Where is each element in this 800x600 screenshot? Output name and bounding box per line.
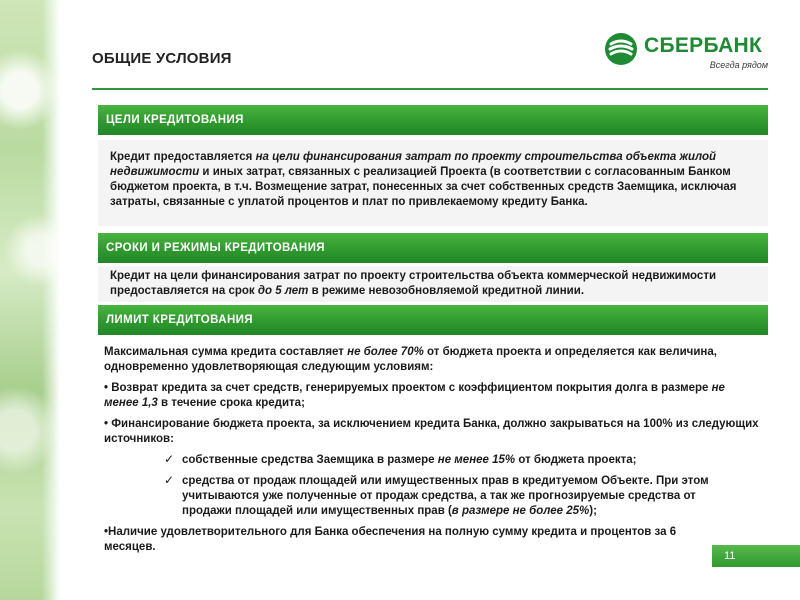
page-number: 11 xyxy=(724,550,736,562)
section-header-terms: СРОКИ И РЕЖИМЫ КРЕДИТОВАНИЯ xyxy=(98,233,768,263)
logo-slogan: Всегда рядом xyxy=(709,60,768,70)
terms-text xyxy=(110,269,756,299)
goals-text-emphasis: на цели финансирования затрат по проекту строительства объекта жилой недвижимости xyxy=(110,151,717,178)
goals-text-part: и иных затрат, связанных с реализацией Проекта (в соответствии с согласованным Банком бюджетом проекта, в т.ч. Возмещение затрат, понесенных за счет собственных средств Заемщика, исключая затраты, связанные с уплатой процентов и плат по привлекаемому кредиту Банка. xyxy=(110,166,737,208)
limit-intro-emphasis: не более 70% xyxy=(347,346,424,358)
section-body-goals xyxy=(98,140,768,226)
sberbank-logo xyxy=(604,30,774,74)
sberbank-logo-icon xyxy=(604,32,638,66)
limit-bullet-1: • Возврат кредита за счет средств, генерируемых проектом с коэффициентом покрытия долга в размере не менее 1,3 в течение срока кредита; xyxy=(104,382,725,409)
limit-bullet-1-part: Возврат кредита за счет средств, генерируемых проектом с коэффициентом покрытия долга в размере xyxy=(111,382,712,394)
title-divider xyxy=(92,88,768,90)
checkmark-icon: ✓ xyxy=(164,452,175,466)
terms-text-emphasis: до 5 лет xyxy=(257,285,309,297)
limit-subitem-1 xyxy=(166,453,760,468)
limit-subitem-1-emphasis: не менее 15% xyxy=(437,454,516,466)
limit-bullet-1-part: в течение срока кредита; xyxy=(157,397,305,409)
page-number-tab xyxy=(712,545,800,567)
limit-intro-part: Максимальная сумма кредита составляет xyxy=(104,346,348,358)
checkmark-icon: ✓ xyxy=(164,473,175,487)
section-body-terms xyxy=(98,266,768,302)
limit-subitem-2-emphasis: в размере не более 25% xyxy=(451,505,590,517)
goals-text-part: Кредит предоставляется xyxy=(110,151,256,163)
limit-subitem-2 xyxy=(166,474,730,519)
limit-intro xyxy=(104,345,760,375)
limit-intro-part: от бюджета проекта и определяется как величина, одновременно удовлетворяющая следующим условиям: xyxy=(104,346,717,373)
limit-bullet-3: •Наличие удовлетворительного для Банка обеспечения на полную сумму кредита и процентов за 6 месяцев. xyxy=(104,526,677,553)
goals-text xyxy=(110,150,756,210)
limit-bullet-1-emphasis: не менее 1,3 xyxy=(104,382,725,409)
limit-subitem-1-part: от бюджета проекта; xyxy=(515,454,637,466)
terms-text-part: Кредит на цели финансирования затрат по проекту строительства объекта коммерческой недвижимости предоставляется на срок xyxy=(110,270,717,297)
section-header-goals: ЦЕЛИ КРЕДИТОВАНИЯ xyxy=(98,105,768,135)
section-body-limit xyxy=(98,340,768,580)
decorative-foliage-strip xyxy=(0,0,60,600)
page-title: ОБЩИЕ УСЛОВИЯ xyxy=(92,50,232,67)
limit-bullet-2: • Финансирование бюджета проекта, за исключением кредита Банка, должно закрываться на 100% из следующих источников: xyxy=(104,418,759,445)
logo-name: СБЕРБАНК xyxy=(644,34,763,57)
limit-bullet-3-text: Наличие удовлетворительного для Банка обеспечения на полную сумму кредита и процентов за 6 месяцев. xyxy=(104,526,677,553)
limit-bullet-2-text: Финансирование бюджета проекта, за исключением кредита Банка, должно закрываться на 100% из следующих источников: xyxy=(104,418,759,445)
section-header-limit: ЛИМИТ КРЕДИТОВАНИЯ xyxy=(98,305,768,335)
terms-text-part: в режиме невозобновляемой кредитной линии. xyxy=(308,285,585,297)
limit-subitem-2-part: ); xyxy=(589,505,597,517)
limit-subitem-1-part: собственные средства Заемщика в размере xyxy=(182,454,438,466)
limit-subitem-2-part: средства от продаж площадей или имущественных прав в кредитуемом Объекте. При этом учитываются уже полученные от продаж средства, а так же прогнозируемые средства от продажи площадей или имущественных прав ( xyxy=(182,475,709,517)
